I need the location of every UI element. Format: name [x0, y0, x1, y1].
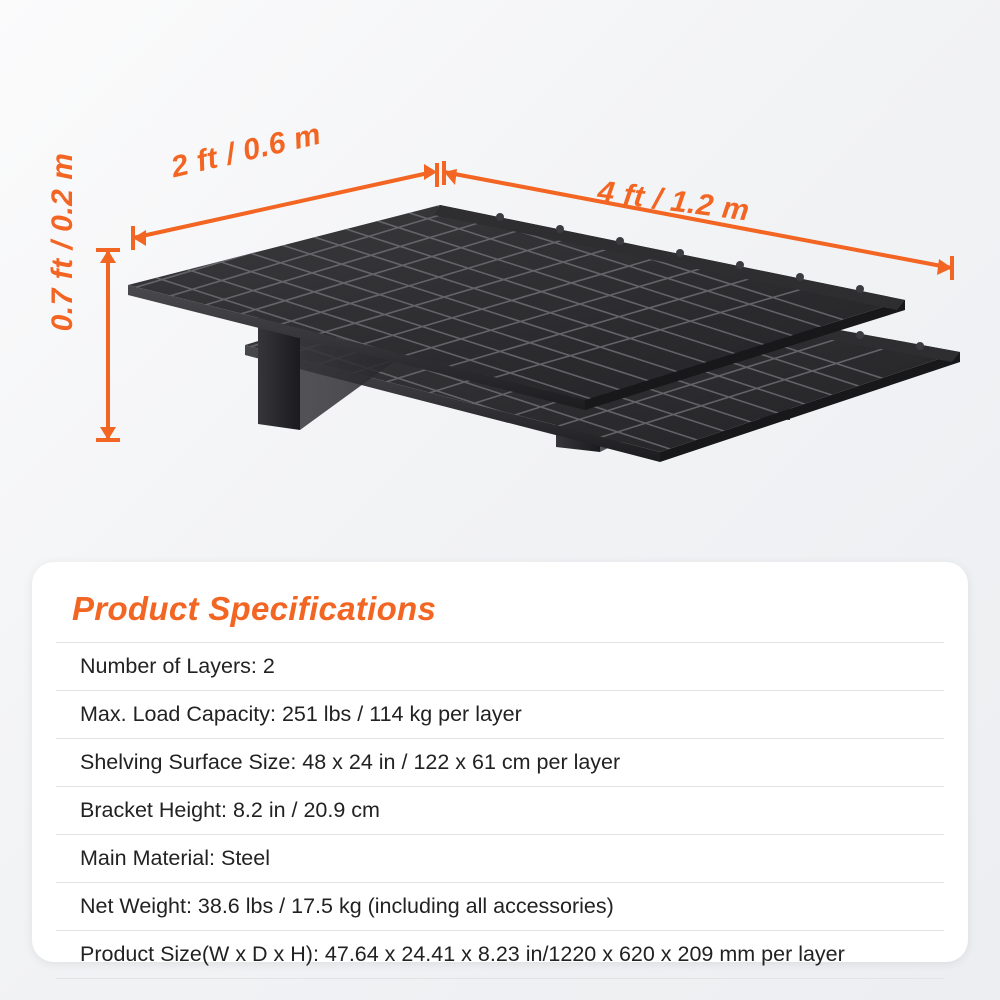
width-dimension-label: 4 ft / 1.2 m [595, 175, 752, 228]
specifications-title: Product Specifications [72, 590, 437, 627]
specifications-list [56, 642, 944, 979]
height-dimension-text: 0.7 ft / 0.2 m [46, 152, 79, 332]
list-item: Product Size(W x D x H): 47.64 x 24.41 x 8.23 in/1220 x 620 x 209 mm per layer [56, 930, 944, 979]
list-item: Shelving Surface Size: 48 x 24 in / 122 x 61 cm per layer [56, 738, 944, 786]
list-item: Bracket Height: 8.2 in / 20.9 cm [56, 786, 944, 834]
list-item: Main Material: Steel [56, 834, 944, 882]
list-item: Number of Layers: 2 [56, 642, 944, 690]
list-item: Net Weight: 38.6 lbs / 17.5 kg (including all accessories) [56, 882, 944, 930]
specifications-card [32, 562, 968, 967]
height-dimension-label [46, 152, 80, 332]
depth-dimension-label: 2 ft / 0.6 m [168, 117, 325, 185]
list-item: Max. Load Capacity: 251 lbs / 114 kg per layer [56, 690, 944, 738]
